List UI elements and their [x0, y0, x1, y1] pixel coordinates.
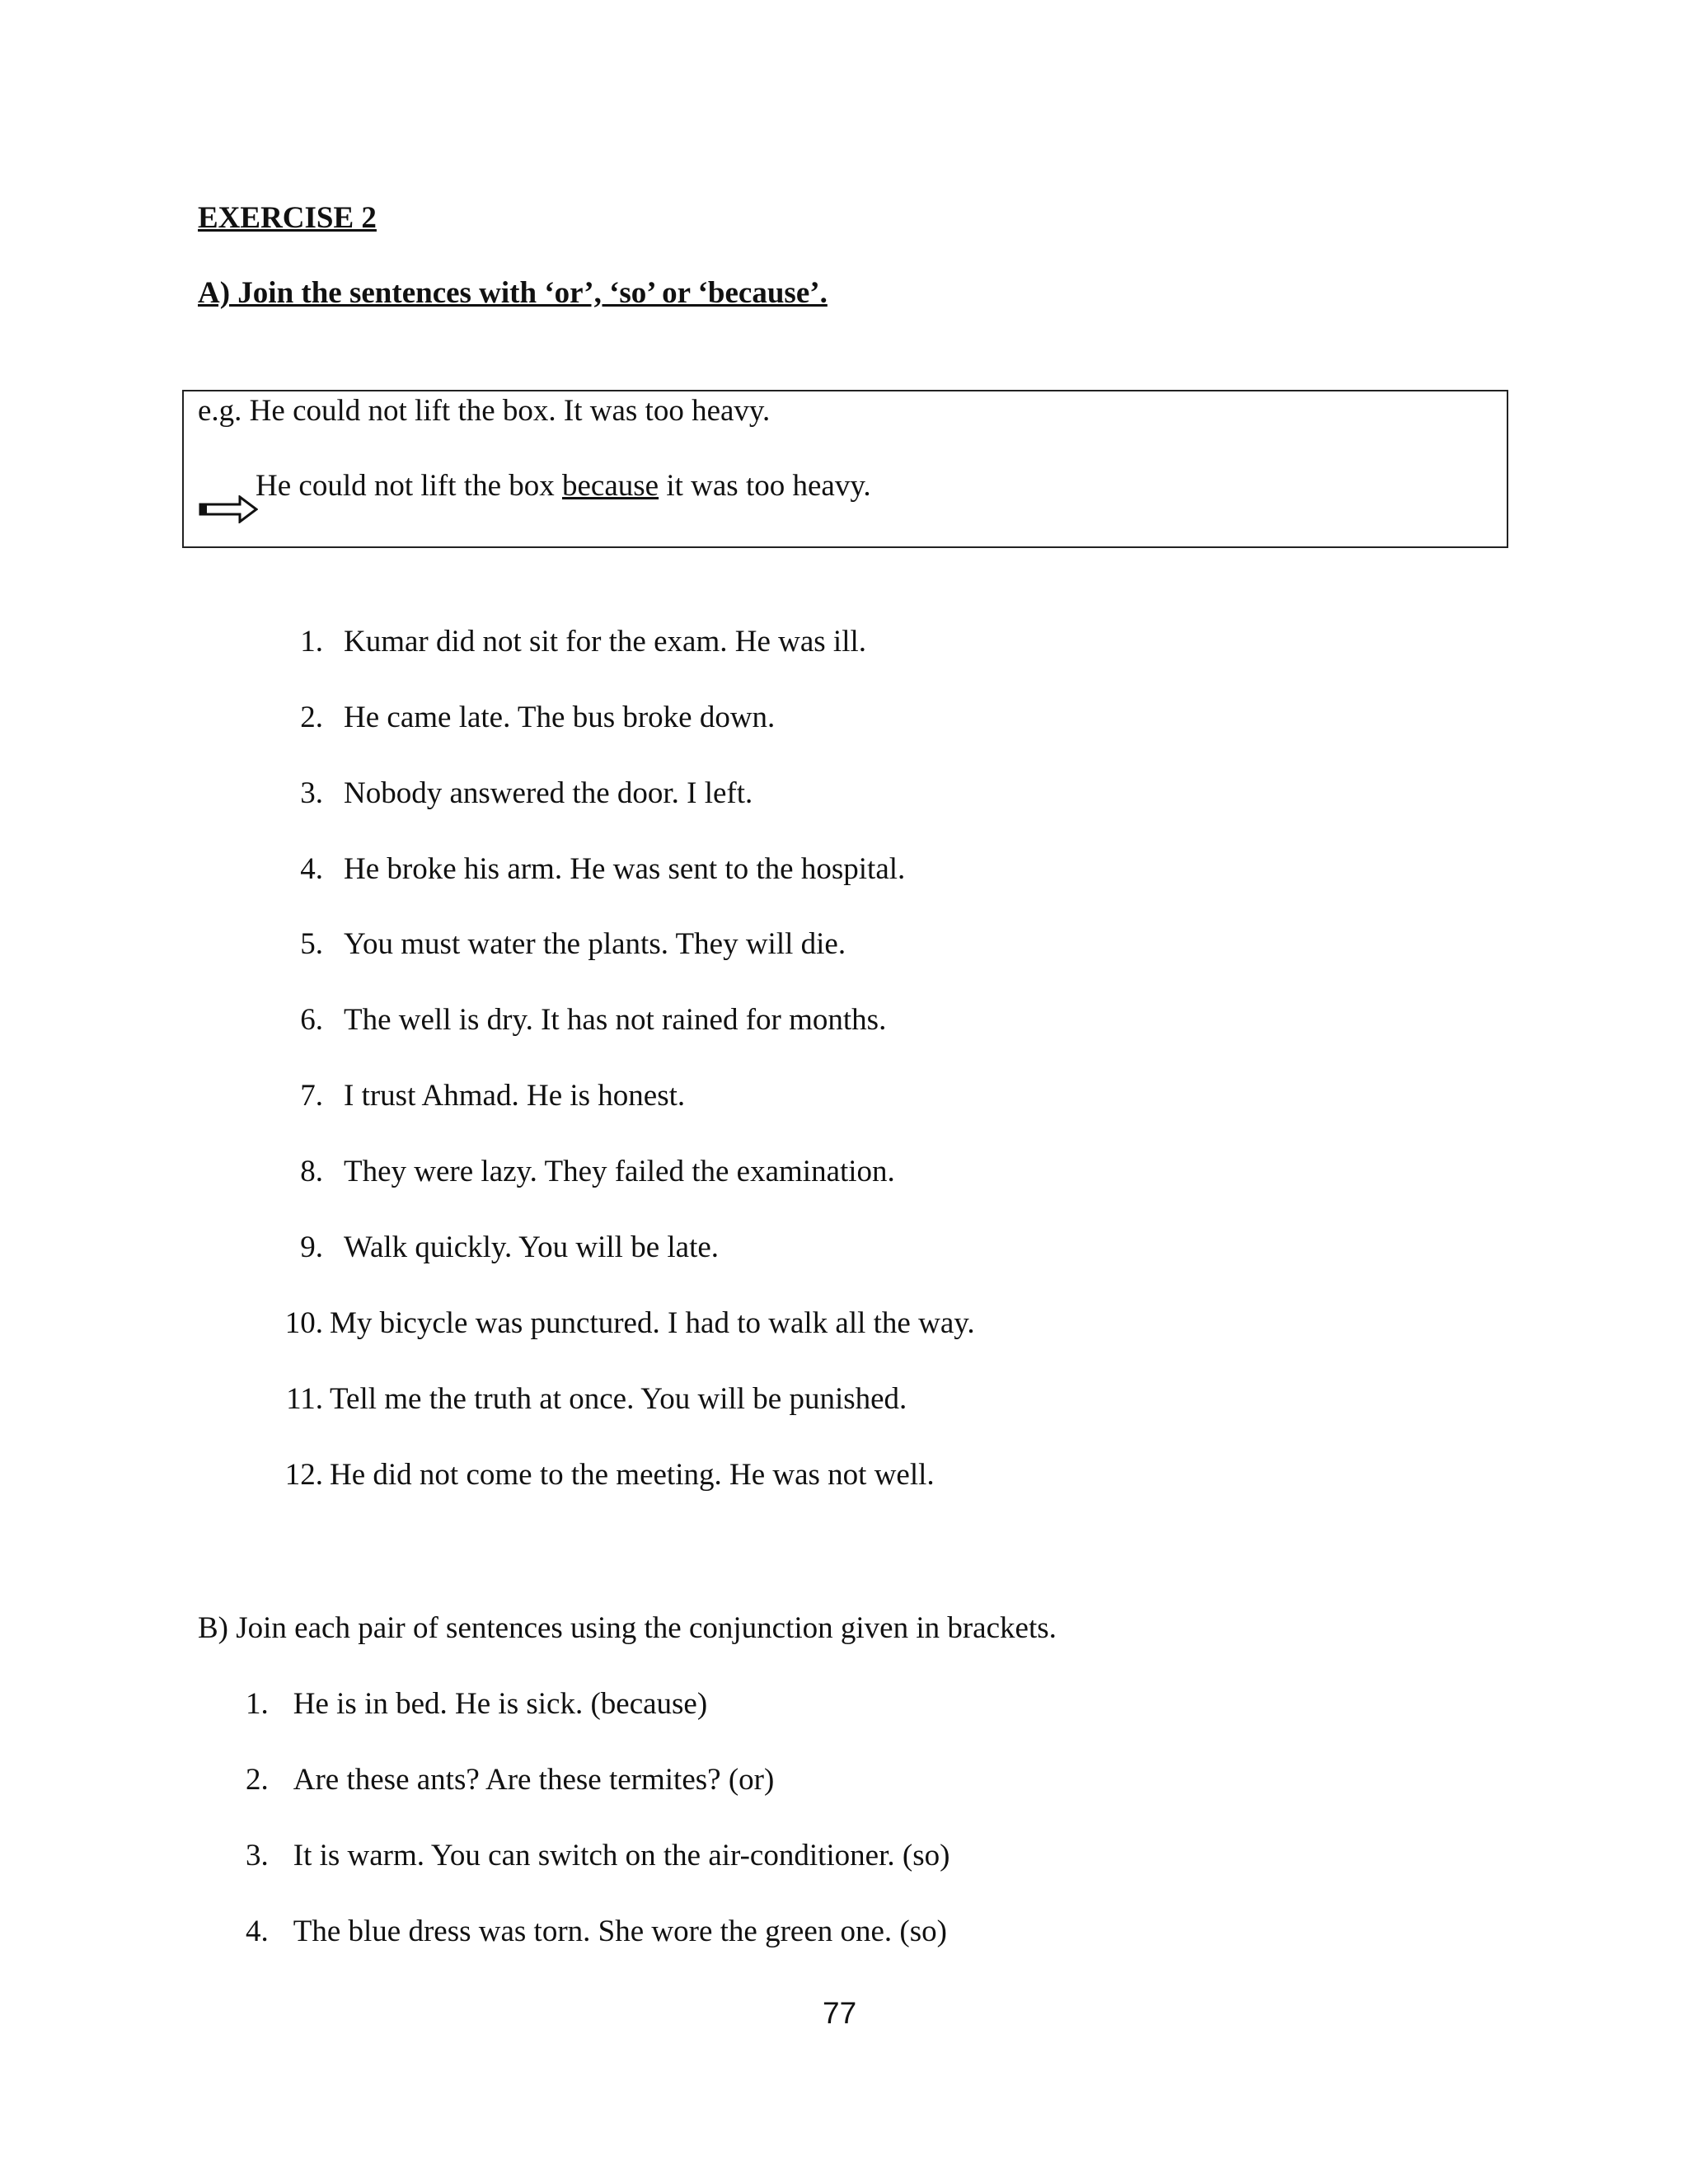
- item-number: 9.: [300, 1230, 323, 1264]
- item-text: You must water the plants. They will die.: [344, 927, 846, 961]
- item-number: 3.: [246, 1839, 269, 1872]
- item-number: 2.: [246, 1763, 269, 1797]
- list-item: [272, 624, 866, 659]
- example-answer-after: it was too heavy.: [659, 469, 871, 503]
- item-text: The well is dry. It has not rained for months.: [344, 1003, 887, 1037]
- item-text: He broke his arm. He was sent to the hospital.: [344, 852, 906, 886]
- item-text: My bicycle was punctured. I had to walk all the way.: [330, 1306, 975, 1340]
- item-number: 12.: [284, 1458, 323, 1492]
- item-text: Nobody answered the door. I left.: [344, 776, 753, 810]
- list-item: [246, 1914, 947, 1949]
- list-item: [246, 1838, 950, 1873]
- item-number: 3.: [300, 776, 323, 810]
- item-text: He did not come to the meeting. He was not well.: [330, 1458, 935, 1492]
- example-answer: [256, 468, 871, 504]
- item-number: 2.: [300, 701, 323, 734]
- section-b-instruction: B) Join each pair of sentences using the conjunction given in brackets.: [198, 1611, 1057, 1645]
- item-number: 5.: [300, 927, 323, 961]
- list-item: [272, 1154, 895, 1189]
- list-item: [246, 1762, 774, 1797]
- item-text: Walk quickly. You will be late.: [344, 1230, 720, 1264]
- exercise-title: EXERCISE 2: [198, 201, 377, 235]
- list-item: [272, 851, 905, 887]
- item-number: 10.: [284, 1306, 323, 1340]
- item-number: 11.: [286, 1382, 323, 1416]
- item-number: 1.: [300, 625, 323, 658]
- item-text: Are these ants? Are these termites? (or): [293, 1763, 775, 1797]
- item-text: They were lazy. They failed the examination.: [344, 1155, 895, 1188]
- list-item: [272, 1078, 685, 1113]
- item-number: 6.: [300, 1003, 323, 1037]
- item-number: 4.: [246, 1915, 269, 1948]
- list-item: [272, 1230, 719, 1265]
- list-item: [272, 1002, 886, 1038]
- item-text: I trust Ahmad. He is honest.: [344, 1079, 686, 1113]
- item-text: Tell me the truth at once. You will be punished.: [330, 1382, 907, 1416]
- list-item: [272, 926, 846, 962]
- section-a-instruction: A) Join the sentences with ‘or’, ‘so’ or ‘because’.: [198, 276, 828, 310]
- example-answer-conjunction: because: [562, 469, 659, 503]
- item-text: He came late. The bus broke down.: [344, 701, 776, 734]
- list-item: [246, 1686, 707, 1722]
- list-item: [272, 1305, 975, 1341]
- item-number: 7.: [300, 1079, 323, 1113]
- item-text: The blue dress was torn. She wore the green one. (so): [293, 1915, 947, 1948]
- list-item: [272, 700, 775, 735]
- item-number: 4.: [300, 852, 323, 886]
- list-item: [272, 776, 753, 811]
- item-text: He is in bed. He is sick. (because): [293, 1687, 708, 1721]
- list-item: [272, 1381, 907, 1417]
- list-item: [272, 1457, 935, 1493]
- example-answer-before: He could not lift the box: [256, 469, 562, 503]
- item-number: 1.: [246, 1687, 269, 1721]
- item-text: Kumar did not sit for the exam. He was ill.: [344, 625, 867, 658]
- example-given: e.g. He could not lift the box. It was too heavy.: [198, 394, 771, 428]
- right-arrow-icon: [199, 495, 258, 523]
- item-number: 8.: [300, 1155, 323, 1188]
- page-number: 77: [823, 1996, 857, 2030]
- item-text: It is warm. You can switch on the air-conditioner. (so): [293, 1839, 950, 1872]
